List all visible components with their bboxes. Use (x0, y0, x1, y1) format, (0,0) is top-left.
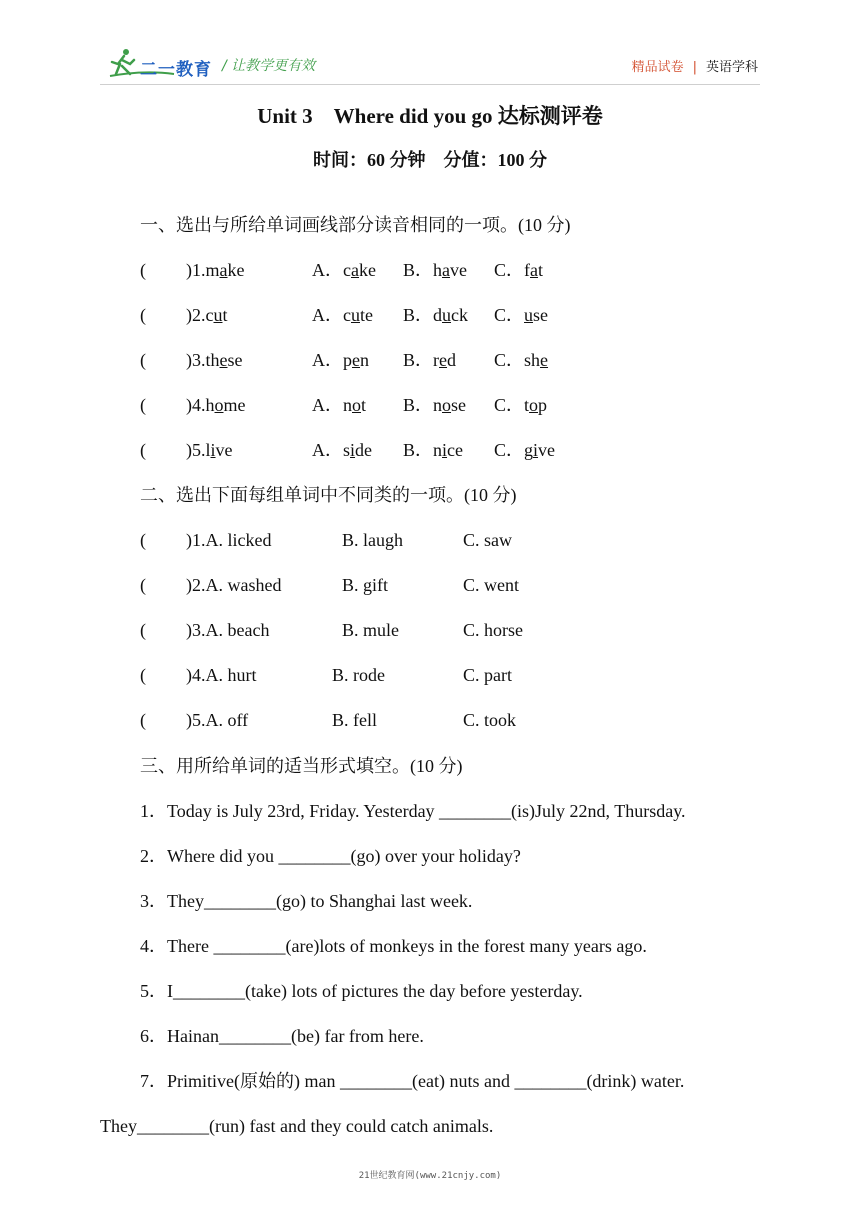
fill-blank-question: 1．Today is July 23rd, Friday. Yesterday ________(is)July 22nd, Thursday. (140, 801, 686, 821)
option-word: not (343, 395, 367, 415)
option-c: C. horse (463, 620, 523, 640)
option-word: nice (433, 440, 464, 460)
option-a: A．cute (312, 305, 373, 325)
option-word: duck (433, 305, 469, 325)
option-c: C. went (463, 575, 519, 595)
option-a: )4.A. hurt (186, 665, 257, 685)
option-a: A．cake (312, 260, 376, 280)
option-a: )5.A. off (186, 710, 249, 730)
option-c: C. part (463, 665, 512, 685)
header-tags (632, 56, 758, 75)
target-word: cut (205, 305, 228, 325)
underlined-letter: a (219, 260, 228, 280)
underlined-letter: i (442, 440, 448, 460)
answer-bracket: ( (140, 665, 146, 685)
underlined-letter: o (214, 395, 224, 415)
option-b: B．duck (403, 305, 469, 325)
tag-divider: | (692, 60, 697, 75)
option-word: use (524, 305, 549, 325)
target-word: home (205, 395, 246, 415)
underlined-letter: i (350, 440, 356, 460)
page-title: Unit 3 Where did you go 达标测评卷 (257, 104, 603, 128)
option-word: cake (343, 260, 376, 280)
question-word: )4.home (186, 395, 246, 415)
answer-bracket: ( (140, 710, 146, 730)
question-word: )3.these (186, 350, 243, 370)
option-b: B. mule (342, 620, 399, 640)
answer-bracket: ( (140, 305, 146, 325)
underlined-letter: e (439, 350, 448, 370)
option-b: B．nice (403, 440, 464, 460)
answer-bracket: ( (140, 530, 146, 550)
option-a: )2.A. washed (186, 575, 282, 595)
option-a: A．side (312, 440, 373, 460)
question-word: )1.make (186, 260, 245, 280)
underlined-letter: u (524, 305, 534, 325)
option-c: C. took (463, 710, 517, 730)
option-c: C．give (494, 440, 556, 460)
fill-blank-question: They________(run) fast and they could catch animals. (100, 1116, 494, 1136)
fill-blank-question: 4．There ________(are)lots of monkeys in the forest many years ago. (140, 936, 647, 956)
option-a: )1.A. licked (186, 530, 272, 550)
option-b: B. gift (342, 575, 389, 595)
underlined-letter: i (533, 440, 539, 460)
option-b: B．red (403, 350, 457, 370)
option-b: B. fell (332, 710, 377, 730)
header-divider (100, 84, 760, 85)
fill-blank-question: 7．Primitive(原始的) man ________(eat) nuts and ________(drink) water. (140, 1071, 685, 1091)
option-c: C．top (494, 395, 548, 415)
target-word: make (205, 260, 245, 280)
option-c: C．use (494, 305, 549, 325)
option-word: pen (343, 350, 369, 370)
underlined-letter: e (540, 350, 549, 370)
option-word: top (524, 395, 548, 415)
section2-heading: 二、选出下面每组单词中不同类的一项。(10 分) (140, 485, 517, 505)
fill-blank-question: 2．Where did you ________(go) over your holiday? (140, 846, 521, 866)
fill-blank-question: 6．Hainan________(be) far from here. (140, 1026, 424, 1046)
answer-bracket: ( (140, 575, 146, 595)
exam-info: 时间：60 分钟 分值：100 分 (313, 150, 547, 170)
question-word: )5.live (186, 440, 233, 460)
fill-blank-question: 3．They________(go) to Shanghai last week. (140, 891, 473, 911)
option-word: fat (524, 260, 544, 280)
option-word: she (524, 350, 549, 370)
footer-source: 21世纪教育网(www.21cnjy.com) (358, 1171, 502, 1181)
target-word: live (205, 440, 233, 460)
underlined-letter: e (352, 350, 360, 370)
underlined-letter: o (529, 395, 539, 415)
option-word: side (343, 440, 373, 460)
option-word: red (433, 350, 457, 370)
option-c: C．she (494, 350, 549, 370)
option-c: C. saw (463, 530, 512, 550)
option-word: cute (343, 305, 373, 325)
question-word: )2.cut (186, 305, 228, 325)
answer-bracket: ( (140, 260, 146, 280)
target-word: these (205, 350, 243, 370)
option-word: give (524, 440, 556, 460)
quality-tag: 精品试卷 (631, 60, 684, 75)
slogan: / 让教学更有效 (222, 58, 316, 74)
option-b: B. laugh (342, 530, 403, 550)
underlined-letter: a (351, 260, 359, 280)
page-header (0, 0, 860, 90)
underlined-letter: o (352, 395, 361, 415)
underlined-letter: a (530, 260, 539, 280)
underlined-letter: u (442, 305, 452, 325)
answer-bracket: ( (140, 620, 146, 640)
option-a: A．pen (312, 350, 369, 370)
underlined-letter: i (210, 440, 216, 460)
fill-blank-question: 5．I________(take) lots of pictures the day before yesterday. (140, 981, 583, 1001)
option-b: B. rode (332, 665, 385, 685)
subject-tag: 英语学科 (705, 60, 758, 75)
logo-text: 二一教育 (140, 60, 212, 80)
option-c: C．fat (494, 260, 544, 280)
underlined-letter: a (442, 260, 451, 280)
answer-bracket: ( (140, 440, 146, 460)
option-word: have (433, 260, 468, 280)
underlined-letter: u (213, 305, 223, 325)
section1-heading: 一、选出与所给单词画线部分读音相同的一项。(10 分) (140, 215, 571, 235)
option-b: B．nose (403, 395, 467, 415)
underlined-letter: u (351, 305, 360, 325)
section3-heading: 三、用所给单词的适当形式填空。(10 分) (140, 756, 463, 776)
underlined-letter: o (442, 395, 452, 415)
option-b: B．have (403, 260, 468, 280)
option-a: )3.A. beach (186, 620, 270, 640)
option-word: nose (433, 395, 467, 415)
answer-bracket: ( (140, 350, 146, 370)
underlined-letter: e (219, 350, 228, 370)
option-a: A．not (312, 395, 367, 415)
answer-bracket: ( (140, 395, 146, 415)
